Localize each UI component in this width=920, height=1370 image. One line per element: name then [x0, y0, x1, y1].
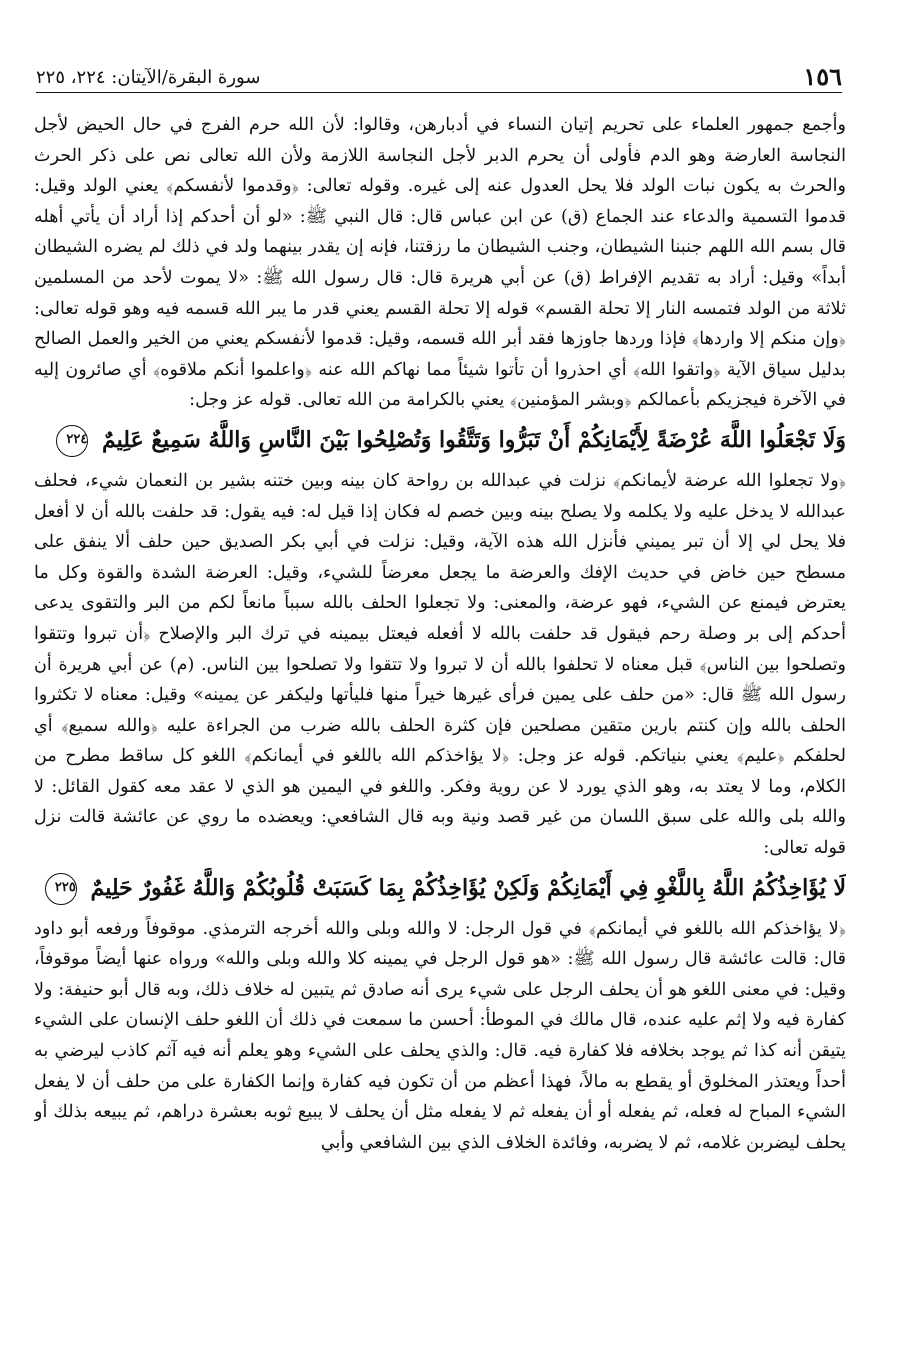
verse-number-marker: ٢٢٥ — [45, 873, 77, 905]
commentary-body — [34, 110, 846, 1352]
running-title: سورة البقرة/الآيتان: ٢٢٤، ٢٢٥ — [36, 67, 261, 88]
verse-text: لَا يُؤَاخِذُكُمُ اللَّهُ بِاللَّغْوِ فِي أَيْمَانِكُمْ وَلَكِنْ يُؤَاخِذُكُمْ بِمَا كَسَبَتْ قُلُوبُكُمْ وَاللَّهُ غَفُورٌ حَلِيمٌ — [90, 874, 846, 901]
paragraph: ﴿لا يؤاخذكم الله باللغو في أيمانكم﴾ في قول الرجل: لا والله وبلى والله أخرجه الترمذي. موقوفاً ورفعه أبو داود قال: قالت عائشة قال رسول الله ﷺ: «هو قول الرجل في يمينه كلا والله وبلى والله» ورواه عنها أيضاً موقوفاً، وقيل: في معنى اللغو هو أن يحلف الرجل على شيء يرى أنه صادق ثم يتبين له خلاف ذلك، وبه قال أبو حنيفة: ولا كفارة فيه ولا إثم عليه عنده، قال مالك في الموطأ: أحسن ما سمعت في ذلك أن اللغو حلف الإنسان على الشيء يتيقن أنه كذا ثم يوجد بخلافه فلا كفارة فيه. قال: والذي يحلف على الشيء وهو يعلم أنه فيه آثم كاذب ليرضي به أحداً ويعتذر المخلوق أو يقطع به مالاً، فهذا أعظم من أن تكون فيه كفارة وإنما الكفارة على من حلف أن لا يفعل الشيء المباح له فعله، ثم يفعله أو أن يفعله ثم لا يفعله مثل أن يحلف لا يبيع ثوبه بعشرة دراهم، ثم يبيعه بذلك أو يحلف ليضربن غلامه، ثم لا يضربه، وفائدة الخلاف الذي بين الشافعي وأبي — [34, 918, 846, 1153]
paragraph: ﴿ولا تجعلوا الله عرضة لأيمانكم﴾ نزلت في عبدالله بن رواحة كان بينه وبين ختنه بشير بن النعمان شيء، فحلف عبدالله لا يدخل عليه ولا يكلمه ولا يصلح بينه وبين خصم له فكان إذا قيل له: فيه يقول: قد حلفت بالله أن لا أفعل فلا يحل لي إلا أن تبر يميني فأنزل الله هذه الآية، وقيل: نزلت في أبي بكر الصديق حين حلف ألا ينفق على مسطح حين خاض في حديث الإفك والعرضة ما يجعل معرضاً للشيء، وقيل: العرضة الشدة والقوة وكل ما يعترض فيمنع عن الشيء، فهو عرضة، والمعنى: ولا تجعلوا الحلف بالله سبباً مانعاً لكم من البر والتقوى يدعى أحدكم إلى بر وصلة رحم فيقول قد حلفت بالله لا أفعله فيعتل بيمينه في ترك البر والإصلاح ﴿أن تبروا وتتقوا وتصلحوا بين الناس﴾ قبل معناه لا تحلفوا بالله أن لا تبروا ولا تتقوا ولا تصلحوا بين الناس. (م) عن أبي هريرة أن رسول الله ﷺ قال: «من حلف على يمين فرأى غيرها خيراً منها فليأتها وليكفر عن يمينه» وقيل: معناه لا تكثروا الحلف بالله وإن كنتم بارين متقين مصلحين فإن كثرة الحلف بالله ضرب من الجراءة عليه ﴿والله سميع﴾ أي لحلفكم ﴿عليم﴾ يعني بنياتكم. قوله عز وجل: ﴿لا يؤاخذكم الله باللغو في أيمانكم﴾ اللغو كل ساقط مطرح من الكلام، وما لا يعتد به، وهو الذي يورد لا عن روية وفكر. واللغو في اليمين هو الذي لا عقد معه كقول القائل: لا والله بلى والله على سبق اللسان من غير قصد ونية وبه قال الشافعي: ويعضده ما روي عن عائشة قالت نزل قوله تعالى: — [34, 470, 846, 859]
quran-verse-224 — [34, 420, 846, 460]
paragraph: وأجمع جمهور العلماء على تحريم إتيان النساء في أدبارهن، وقالوا: لأن الله حرم الفرج في حال الحيض لأجل النجاسة العارضة وهو الدم فأولى أن يحرم الدبر لأجل النجاسة اللازمة ولأن الله تعالى نص على ذكر الحرث والحرث به يكون نبات الولد فلا يحل العدول عنه إلى غيره. وقوله تعالى: ﴿وقدموا لأنفسكم﴾ يعني الولد وقيل: قدموا التسمية والدعاء عند الجماع (ق) عن ابن عباس قال: قال النبي ﷺ: «لو أن أحدكم إذا أراد أن يأتي أهله قال بسم الله اللهم جنبنا الشيطان، وجنب الشيطان ما رزقتنا، فإنه إن يقدر بينهما ولد في ذلك لم يضره الشيطان أبداً» وقيل: أراد به تقديم الإفراط (ق) عن أبي هريرة قال: قال رسول الله ﷺ: «لا يموت لأحد من المسلمين ثلاثة من الولد فتمسه النار إلا تحلة القسم» قوله إلا تحلة القسم يعني قدر ما يبر الله قسمه فيه وهو قوله تعالى: ﴿وإن منكم إلا واردها﴾ فإذا وردها جاوزها فقد أبر الله قسمه، وقيل: قدموا لأنفسكم يعني من الخير والعمل الصالح بدليل سياق الآية ﴿واتقوا الله﴾ أي احذروا أن تأتوا شيئاً مما نهاكم الله عنه ﴿واعلموا أنكم ملاقوه﴾ أي صائرون إليه في الآخرة فيجزيكم بأعمالكم ﴿وبشر المؤمنين﴾ يعني بالكرامة من الله تعالى. قوله عز وجل: — [34, 115, 846, 411]
verse-text: وَلَا تَجْعَلُوا اللَّهَ عُرْضَةً لِأَيْمَانِكُمْ أَنْ تَبَرُّوا وَتَتَّقُوا وَتُصْلِحُوا بَيْنَ النَّاسِ وَاللَّهُ سَمِيعٌ عَلِيمٌ — [102, 426, 846, 453]
verse-number-marker: ٢٢٤ — [56, 425, 88, 457]
quran-verse-225 — [34, 868, 846, 908]
page-number: ١٥٦ — [803, 62, 842, 91]
page-header — [36, 58, 842, 93]
